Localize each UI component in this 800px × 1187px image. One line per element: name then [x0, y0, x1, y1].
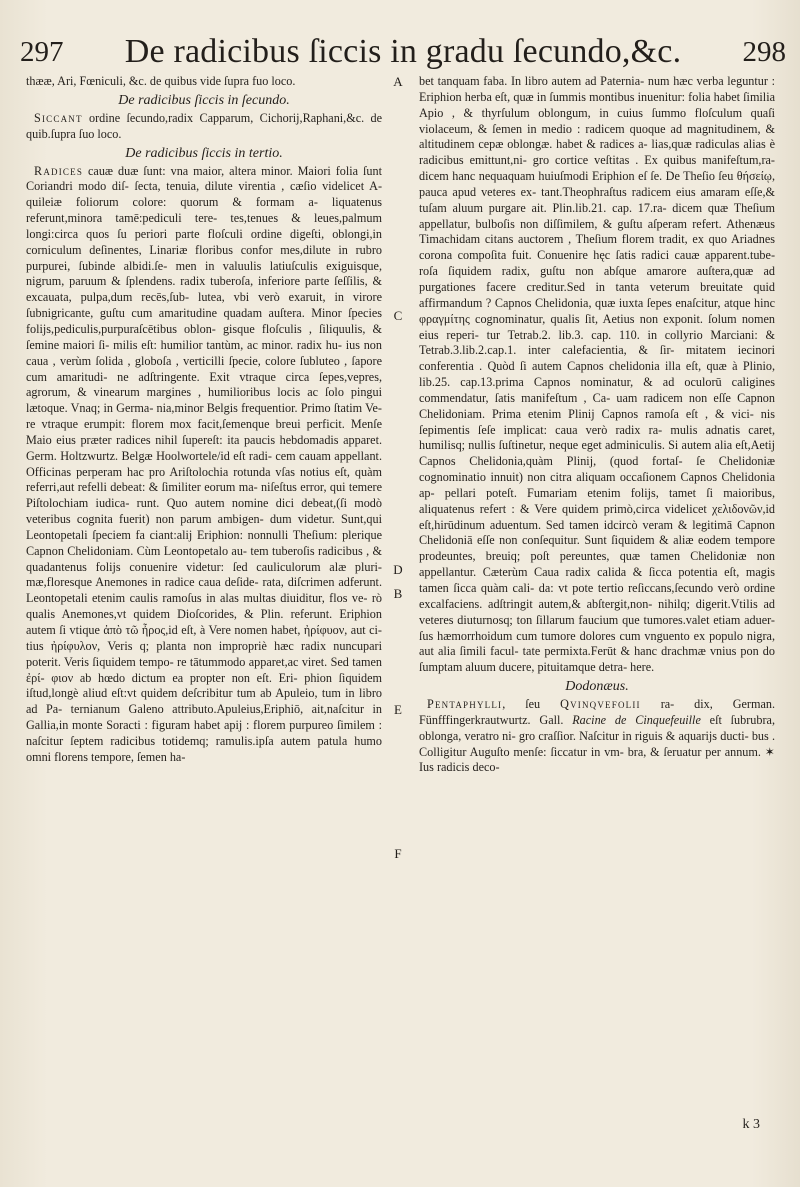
section-heading-tertio: De radicibus ſiccis in tertio. — [125, 145, 283, 161]
margin-letter: E — [394, 702, 402, 717]
paragraph-pentaphylli — [419, 697, 775, 776]
right-column — [419, 74, 775, 776]
paragraph-text: ra- dix, German. Fünfffingerkrautwurtz. Gall. — [419, 697, 776, 727]
running-title: De radicibus ſiccis in gradu ſecundo,&c. — [124, 33, 682, 70]
french-name: Racine de Cinquefeuille — [572, 712, 701, 727]
paragraph-text: eſt ſubrubra, oblonga, veratro ni- gro craſſior. Naſcitur in riguis & aquarijs ducti- bus . Colligitur Auguſto menſe: ſiccatur in vm- bra, & ſeruatur per annum. ✶ Ius radicis deco- — [419, 712, 775, 775]
lead-word: Qvinqvefolii — [560, 697, 641, 712]
margin-letter: F — [394, 846, 402, 861]
left-column — [26, 74, 382, 766]
attribution: Dodonæus. — [565, 679, 629, 695]
paragraph-siccant — [26, 111, 382, 143]
running-header — [20, 34, 786, 74]
continued-paragraph: thææ, Ari, Fœniculi, &c. de quibus vide ſupra fuo loco. — [26, 74, 296, 88]
page-number-left: 297 — [20, 36, 64, 68]
margin-letter: C — [393, 308, 403, 323]
section-heading-secundo: De radicibus ſiccis in ſecundo. — [118, 92, 290, 108]
signature-mark: k 3 — [742, 1117, 760, 1132]
paragraph-radices — [26, 164, 382, 766]
page-number-right: 298 — [742, 36, 786, 68]
margin-letter: A — [393, 74, 403, 89]
lead-word: Radices — [34, 163, 84, 178]
continued-paragraph: bet tanquam faba. In libro autem ad Paternia- num hæc verba leguntur : Eriphion herba eſt, quæ in ſummis montibus inuenitur: folia habet ſimilia Apio , & thyrſulum oblongum, in cuius ſummo floſculum quaſi violaceum, & ſemen in medio : radicem quoque ad magnitudinem, & altitudinem cepæ oblongæ. habet & radices a- lias,quæ radiculas alias è radicibus emittunt,ni- gro cortice veſtitas . Ex quibus manifeſtum,ra- dicem hanc nequaquam huiuſmodi Eriphion eſ ſe. De Theſio ſeu θήσείῳ, pauca apud veteres ex- tant.Theophraſtus radicem eius amaram eſſe,& tuſam aluum purgare ait. Plin.lib.21. cap. 17.ra- dicem quæ Theſium appellatur, bulboſis non diſſimilem, & guſtu aſperam refert. Athenæus Timachidam citans auctorem , Theſium florem tradit, ex quo Ariadnes corona compoſita fuit. Conuenire hęc ſatis radici cauæ apparent.tube- roſa ſiquidem radix, guſtu non abſque amarore auſtera,quæ ad purgationes facere creditur.Sed in tanta veterum breuitate quid affirmandum ? Capnos Chelidonia, quæ iuxta ſepes enaſcitur, atque hinc φραγμίτης cognominatur, qualis ſit, Aetius non exponit. ſolum nomen eius reperi- tur Tetrab.2. lib.3. cap. 110. in collyrio Marciani: & Tetrab.3.lib.2.cap.1. inter calefacientia, & ſir- mitatem iecinori conferentia . Quòd ſi autem Capnos chelidonia illa eſt, quæ à Plinio, lib.25. cap.13.prima Capnos nominatur, & ad oculorū caligines commendatur, ſatis manifeſtum , Ca- uam radicem non eſſe Capnon Chelidoniam. Prima etenim Plinij Capnos ramoſa eſt , & vici- nis ſepimentis ſeſe implicat: caua verò radix ra- mulis adnatis caret, humilisq; nullis ſuſtinetur, neque eget adminiculis. Si autem alia eſt,Aetij Capnos Chelidonia,quàm Plinij, (quod fortaſ- ſe Chelidoniæ cognominatio innuit) non citra aliquam occaſionem Capnos Chelidonia ap- pellari poteſt. Fumariam etenim folijs, tamet ſi maioribus, aliquatenus refert : & Vere quidem primò,circa videlicet χελιδονῶν,id eſt,hirūdinum aduentum. Sed tamen idcircò veram & legitimā Capnon Chelidoniā eſſe non conſequitur. Sunt ſiquidem & aliæ eodem tempore prodeuntes, breuiq; poſt pereuntes, quæ tamen Chelidoniæ non appellantur. Cæterùm Caua radix calida & ſicca potentia eſt, magis tamen ſicca quàm cali- da: vt pote tertio reſiccans,ſecundo verò ordine excalfaciens. adſtringit autem,& abſtergit,non- nihilq; digerit.Vtilis ad veteres diuturnosq; ton ſillarum faucium que tumores.valet etiam aduer- ſus hæmorrhoidum cum tumore dolores cum vnguento ex populo nigra, aut alia ſimili facul- tate permixta.Ferūt & hanc drachmæ vnius pon do ſumptam aluum ducere, pituitamque detra- here. — [419, 74, 775, 675]
paragraph-text: ordine ſecundo,radix Capparum, Cichorij,Raphani,&c. de quib.ſupra ſuo loco. — [26, 110, 382, 141]
paragraph-text: cauæ duæ ſunt: vna maior, altera minor. Maiori folia ſunt Coriandri modo diſ- ſecta, tenuia, dilute virentia , cæſio videlicet A- quileiæ foliorum colore: quorum & formam a- liquatenus referunt,minora tamē:pediculi tere- tes,tenues & leues,palmum longi:circa quos ſu periori parte floſculi ordine digeſti, oblongi,in corniculum deſinentes, Linariæ floribus confor mes,dilute in rubro purpurei, ſubinde albidi.ſe- men in valuulis latiuſculis exiguisque, nigrum, paruum & ſplendens. radix tuberoſa, inferiore parte ſeſſilis, & excauata, pulpa,dum recēs,ſub- lutea, vbi verò exaruit, in virore ſubnigricante, guſtu cum amaritudine quadam auſtera. Minor ſpecies folijs,pediculis,purpuraſcētibus oblon- gisque floſculis , ſiliquulis, & ſemine maiori ſi- milis eſt: humilior tantùm, ac minor. radix hu- ius non caua , verùm ſolida , globoſa , verticilli ſpecie, colore ſubluteo , ſapore cum amaritudi- ne adſtringente. Exit vtraque circa ſepes,vepres, agrorum, & vinearum margines , humilioribus locis ac ſolo pingui lætoque. Vnaq; in Germa- nia,minor Belgis frequentior. Primo ſtatim Ve- re vtraque erumpit: florem mox facit,ſemenque breui perficit. Menſe Maio eius præter radices nihil ſupereſt: ita paucis hebdomadis apparet. Germ. Holtzwurtz. Belgæ Hoolwortele/id eſt radi- cem cauam appellant. Officinas perperam hac pro Ariſtolochia rotunda vſas notius eſt, quàm referri,aut refelli debeat: & ſimiliter eorum ma- niſeſtus error, qui temere Piſtolochiam iudica- runt. Quo autem nomine dici debeat,(ſi modò veteribus cognita fuerit) non parum ambigen- dum videtur. Sunt,qui Leontopetali ſpeciem fa ciant:alij Eriphion: nonnulli Theſium: plerique Capnon Chelidoniam. Cùm Leontopetalo au- tem tuberoſis radicibus , & quadantenus folijs conuenire videtur: ſed cauliculorum alæ pluri- mæ,floresque Anemones in radice caua deſide- rata, diſcrimen adferunt. Leontopetali etenim caulis ramoſus in alas multas diuiditur, flos ve- rò qualis Anemones,vt quidem Dioſcorides, & Plin. referunt. Eriphion autem ſi vtique ἀπὸ τῶ ἦρος,id eſt, à Vere nomen habet, ἠρίφυον, aut ci- tius ἠρίφυλον, Veris q; planta non impropriè hæc radix nuncupari poterit. Veris ſiquidem tempo- re tātummodo apparet,ac viret. Sed tamen ἐρί- φιον ab hœdo dictum ea propter non eſt. Eri- phion ſiquidem iſtud,longè aliud eſt:vt quidem deſcribitur tum ab Apuleio, tum in libro ad Pa- ternianum Galeno attributo.Apuleius,Eriphiō, ait,naſcitur in Gallia,in monte Soracti : figuram habet apij : florem purpureo ſimilem : naſcitur ſeptem radicibus totidemq; ramulis.ipſa autem patula humo omni florens tempore, ſemen ha- — [26, 163, 382, 764]
lead-word: Pentaphylli — [427, 697, 503, 712]
lead-word: Siccant — [34, 110, 83, 125]
paragraph-text: , ſeu — [502, 697, 561, 712]
margin-letters — [383, 74, 413, 634]
margin-letter: D — [393, 562, 403, 577]
margin-letter: B — [393, 586, 403, 601]
